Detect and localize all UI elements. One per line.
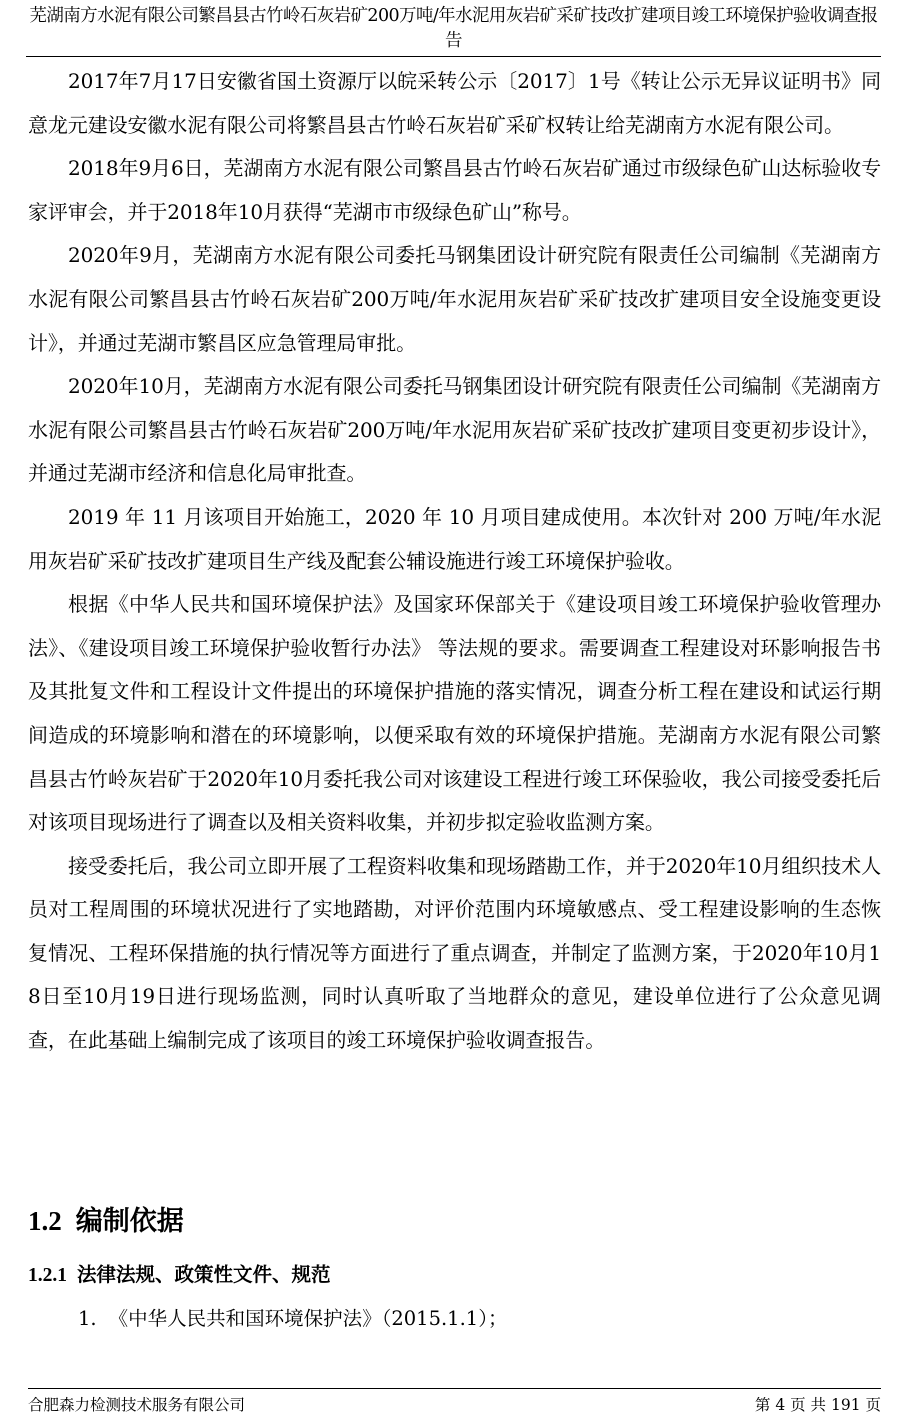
subsection-heading	[28, 1259, 331, 1287]
subsection-number: 1.2.1	[28, 1265, 67, 1286]
body-text	[28, 60, 881, 1063]
list-item-number: 1.	[78, 1307, 97, 1330]
section-title: 编制依据	[75, 1206, 184, 1237]
page-footer	[28, 1388, 881, 1415]
paragraph: 根据《中华人民共和国环境保护法》及国家环保部关于《建设项目竣工环境保护验收管理办法》、《建设项目竣工环境保护验收暂行办法》 等法规的要求。需要调查工程建设对环影响报告书及其批复文件和工程设计文件提出的环境保护措施的落实情况，调查分析工程在建设和试运行期间造成的环境影响和潜在的环境影响，以便采取有效的环境保护措施。芜湖南方水泥有限公司繁昌县古竹岭灰岩矿于2020年10月委托我公司对该建设工程进行竣工环保验收，我公司接受委托后对该项目现场进行了调查以及相关资料收集，并初步拟定验收监测方案。	[28, 592, 881, 835]
section-heading	[28, 1199, 184, 1238]
paragraph: 2017年7月17日安徽省国土资源厅以皖采转公示〔2017〕1号《转让公示无异议证明书》同意龙元建设安徽水泥有限公司将繁昌县古竹岭石灰岩矿采矿权转让给芜湖南方水泥有限公司。	[28, 69, 881, 137]
paragraph: 2020年10月，芜湖南方水泥有限公司委托马钢集团设计研究院有限责任公司编制《芜湖南方水泥有限公司繁昌县古竹岭石灰岩矿200万吨/年水泥用灰岩矿采矿技改扩建项目变更初步设计》，并通过芜湖市经济和信息化局审批查。	[28, 374, 881, 486]
list-item-text: 《中华人民共和国环境保护法》（2015.1.1）；	[108, 1307, 508, 1330]
footer-company: 合肥森力检测技术服务有限公司	[28, 1396, 246, 1414]
paragraph: 2020年9月，芜湖南方水泥有限公司委托马钢集团设计研究院有限责任公司编制《芜湖南方水泥有限公司繁昌县古竹岭石灰岩矿200万吨/年水泥用灰岩矿采矿技改扩建项目安全设施变更设计》，并通过芜湖市繁昌区应急管理局审批。	[28, 243, 881, 355]
footer-page-number: 第 4 页 共 191 页	[754, 1396, 881, 1414]
list-item	[78, 1303, 507, 1331]
running-header: 芜湖南方水泥有限公司繁昌县古竹岭石灰岩矿200万吨/年水泥用灰岩矿采矿技改扩建项目竣工环境保护验收调查报告	[26, 4, 881, 57]
section-number: 1.2	[28, 1206, 62, 1236]
paragraph: 2018年9月6日，芜湖南方水泥有限公司繁昌县古竹岭石灰岩矿通过市级绿色矿山达标验收专家评审会，并于2018年10月获得“芜湖市市级绿色矿山”称号。	[28, 156, 881, 224]
paragraph: 接受委托后，我公司立即开展了工程资料收集和现场踏勘工作，并于2020年10月组织技术人员对工程周围的环境状况进行了实地踏勘，对评价范围内环境敏感点、受工程建设影响的生态恢复情况、工程环保措施的执行情况等方面进行了重点调查，并制定了监测方案，于2020年10月18日至10月19日进行现场监测，同时认真听取了当地群众的意见，建设单位进行了公众意见调查，在此基础上编制完成了该项目的竣工环境保护验收调查报告。	[28, 853, 881, 1053]
subsection-title: 法律法规、政策性文件、规范	[77, 1263, 331, 1286]
paragraph: 2019 年 11 月该项目开始施工，2020 年 10 月项目建成使用。本次针对 200 万吨/年水泥用灰岩矿采矿技改扩建项目生产线及配套公辅设施进行竣工环境保护验收。	[28, 504, 881, 573]
